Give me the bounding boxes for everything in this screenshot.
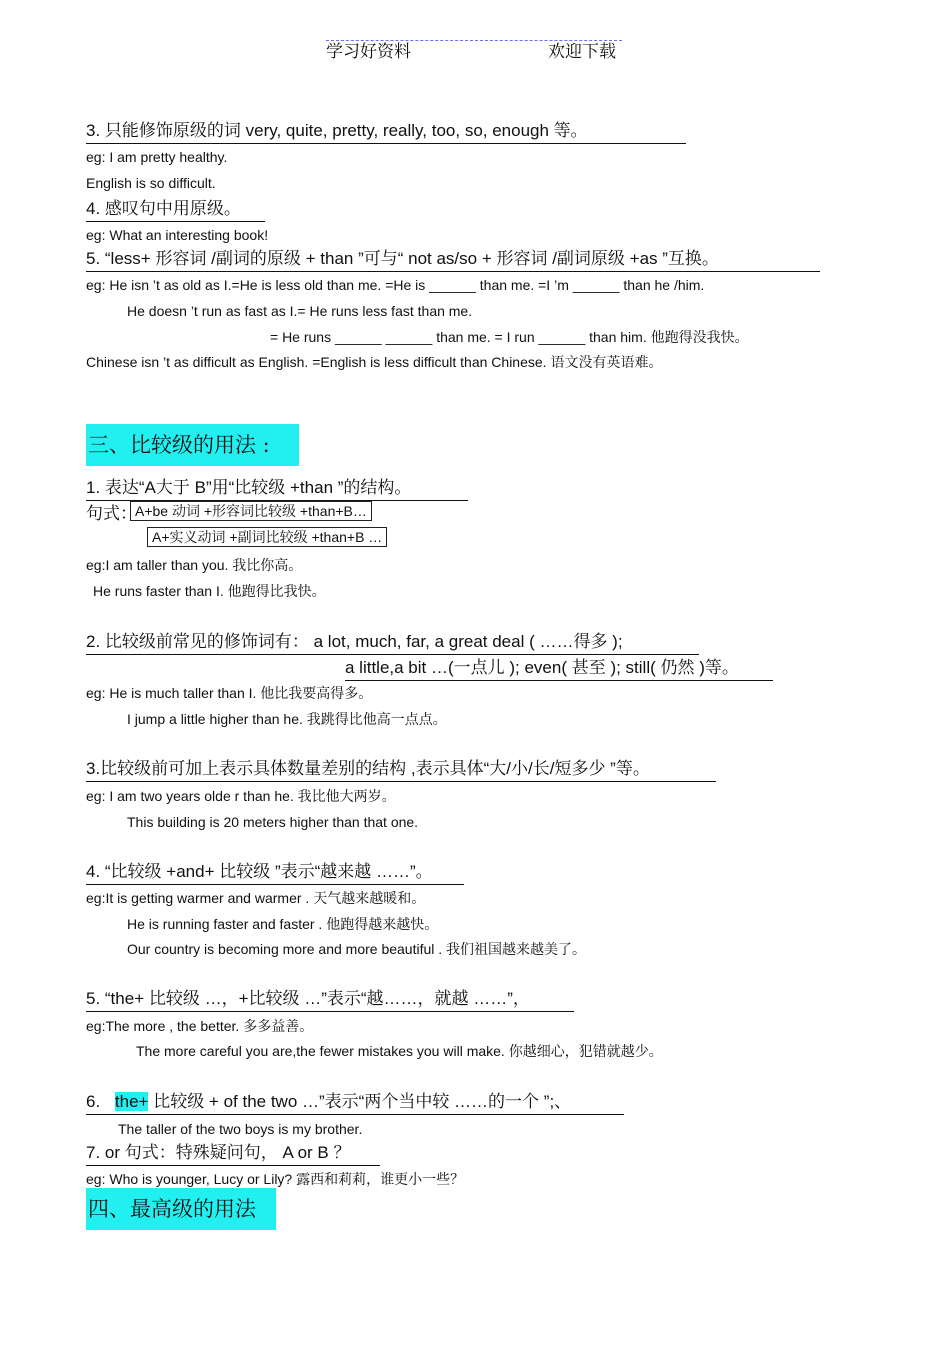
text-line: eg: What an interesting book! [86,227,269,243]
text-line: 1. 表达“A大于 B”用“比较级 +than ”的结构。 [86,477,468,501]
text-line: eg:The more , the better. 多多益善。 [86,1018,314,1034]
header-left: 学习好资料 [326,42,411,62]
text-line: Chinese isn ’t as difficult as English. =English is less difficult than Chinese. 语文没有英语难。 [86,354,663,370]
text-line: eg: Who is younger, Lucy or Lily? 露西和莉莉，谁更小一些？ [86,1171,465,1187]
rule-6-highlight: the+ [114,1092,149,1111]
section-heading-superlative: 四、最高级的用法 [86,1188,276,1230]
sentence-pattern-2 [147,528,387,546]
text-line: I jump a little higher than he. 我跳得比他高一点点。 [127,711,447,727]
text-line: eg: He isn ’t as old as I.=He is less old than me. =He is ______ than me. =I ’m ______ than he /him. [86,277,705,293]
text-line: eg:I am taller than you. 我比你高。 [86,557,303,573]
text-line: 4. 感叹句中用原级。 [86,198,265,222]
text-line: 2. 比较级前常见的修饰词有： a lot, much, far, a great deal ( ……得多 ); [86,631,699,655]
page-header [326,40,622,62]
text-line: 4. “比较级 +and+ 比较级 ”表示“越来越 ……”。 [86,861,464,885]
text-line: He doesn ’t run as fast as I.= He runs less fast than me. [127,303,473,319]
text-line: He runs faster than I. 他跑得比我快。 [93,583,326,599]
pattern-box-2: A+实义动词 +副词比较级 +than+B … [147,527,387,547]
text-line: eg: I am two years olde r than he. 我比他大两岁。 [86,788,396,804]
text-line: a little,a bit …(一点儿 ); even( 甚至 ); still( 仍然 )等。 [345,657,773,681]
sentence-pattern-1 [130,502,372,520]
text-line: 7. or 句式：特殊疑问句， A or B ？ [86,1142,380,1166]
text-line: 3.比较级前可加上表示具体数量差别的结构 ,表示具体“大/小/长/短多少 ”等。 [86,758,716,782]
text-line: He is running faster and faster . 他跑得越来越快。 [127,916,439,932]
text-line: The taller of the two boys is my brother. [118,1121,363,1137]
header-right: 欢迎下载 [548,42,616,62]
text-line: eg: He is much taller than I. 他比我要高得多。 [86,685,373,701]
text-line: 5. “less+ 形容词 /副词的原级 + than ”可与“ not as/so + 形容词 /副词原级 +as ”互换。 [86,248,820,272]
text-line: 3. 只能修饰原级的词 very, quite, pretty, really, too, so, enough 等。 [86,120,686,144]
text-line: 句式： [86,504,137,523]
section-heading-comparative: 三、比较级的用法 : [86,424,299,466]
rule-6-text: 比较级 + of the two …”表示“两个当中较 ……的一个 ”;、 [148,1092,572,1111]
text-line: eg:It is getting warmer and warmer . 天气越来越暖和。 [86,890,426,906]
rule-6 [86,1091,624,1115]
text-line: The more careful you are,the fewer mistakes you will make. 你越细心，犯错就越少。 [136,1043,663,1059]
pattern-box-1: A+be 动词 +形容词比较级 +than+B… [130,501,372,521]
text-line: This building is 20 meters higher than that one. [127,814,419,830]
text-line: English is so difficult. [86,175,216,191]
text-line: 5. “the+ 比较级 …，+比较级 …”表示“越……，就越 ……”， [86,988,574,1012]
text-line: Our country is becoming more and more beautiful . 我们祖国越来越美了。 [127,941,587,957]
text-line: = He runs ______ ______ than me. = I run ______ than him. 他跑得没我快。 [270,329,749,345]
rule-6-number: 6. [86,1092,101,1111]
text-line: eg: I am pretty healthy. [86,149,228,165]
